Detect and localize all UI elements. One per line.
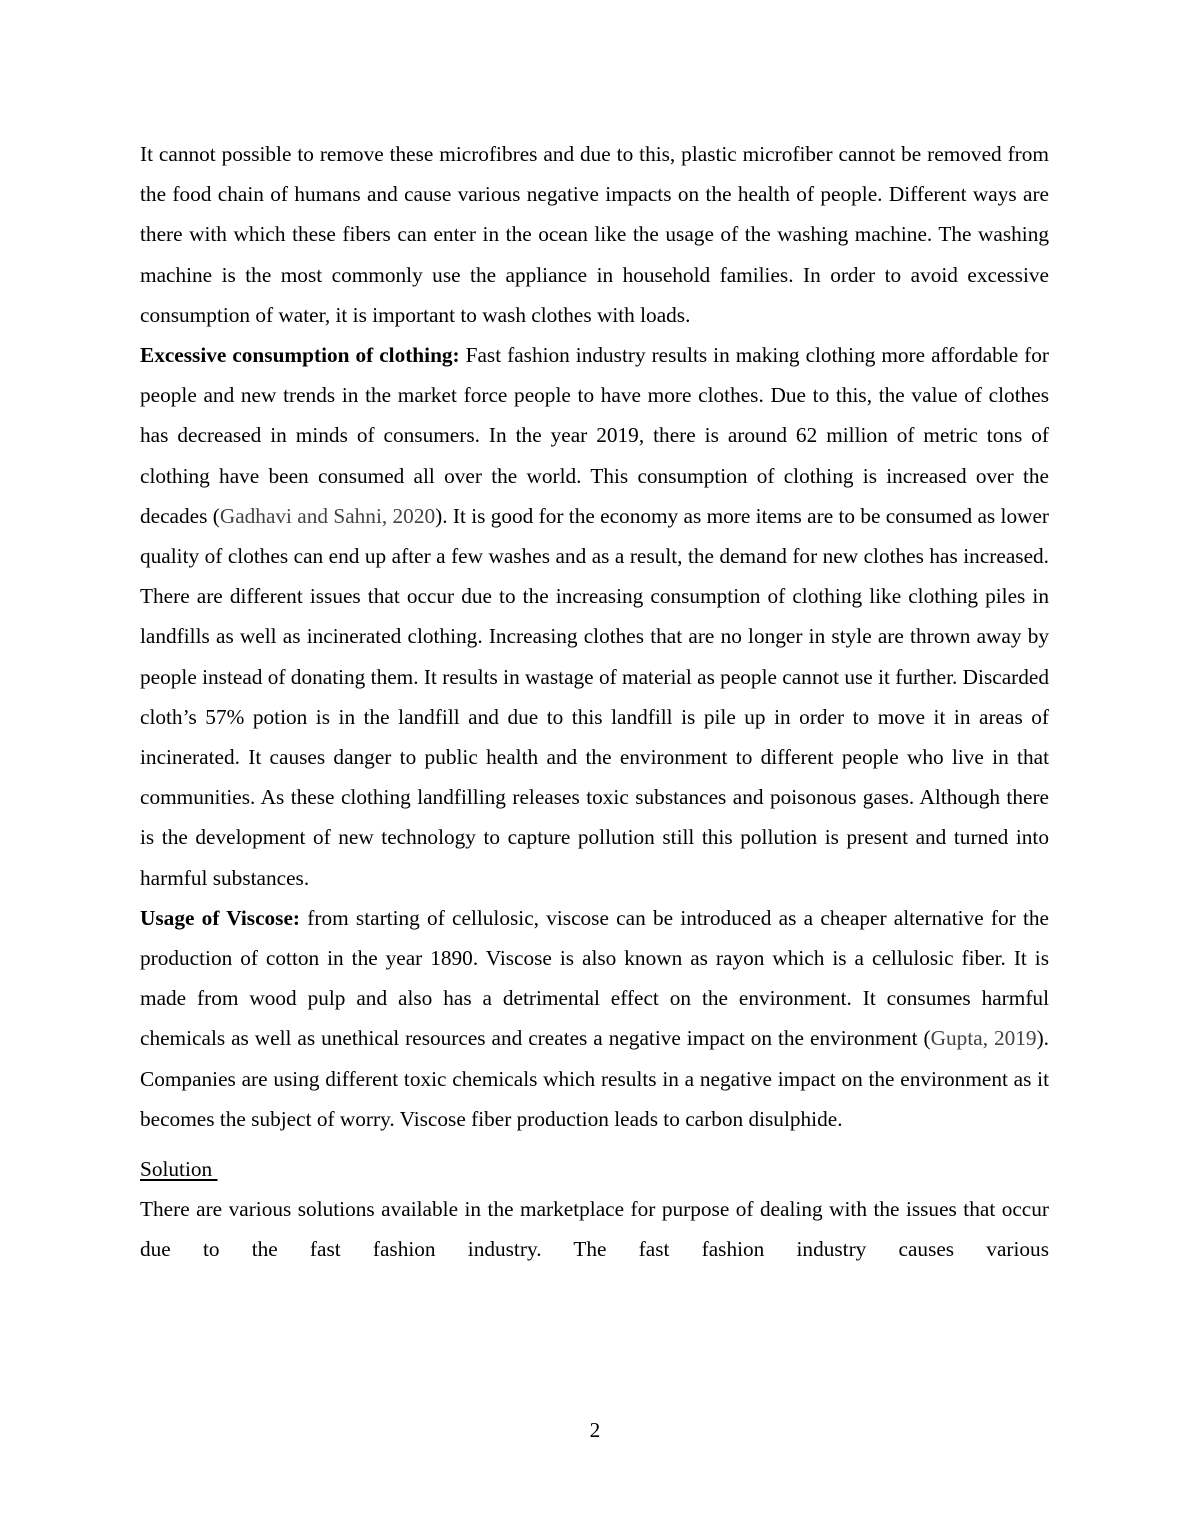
paragraph-lead-heading: Usage of Viscose: xyxy=(140,905,301,930)
paragraph-excessive-consumption xyxy=(140,335,1049,898)
paragraph-microfibres xyxy=(140,134,1049,335)
paragraph-text: It cannot possible to remove these microfibres and due to this, plastic microfiber cannot be removed from the food chain of humans and cause various negative impacts on the health of people. Different ways are there with which these fibers can enter in the ocean like the usage of the washing machine. The washing machine is the most commonly use the appliance in household families. In order to avoid excessive consumption of water, it is important to wash clothes with loads. xyxy=(140,142,1049,327)
paragraph-solution xyxy=(140,1189,1049,1269)
citation: Gupta, 2019 xyxy=(930,1026,1037,1051)
section-heading-solution: Solution xyxy=(140,1157,218,1182)
paragraph-text: ). It is good for the economy as more items are to be consumed as lower quality of clothes can end up after a few washes and as a result, the demand for new clothes has increased. There are different issues that occur due to the increasing consumption of clothing like clothing piles in landfills as well as incinerated clothing. Increasing clothes that are no longer in style are thrown away by people instead of donating them. It results in wastage of material as people cannot use it further. Discarded cloth’s 57% potion is in the landfill and due to this landfill is pile up in order to move it in areas of incinerated. It causes danger to public health and the environment to different people who live in that communities. As these clothing landfilling releases toxic substances and poisonous gases. Although there is the development of new technology to capture pollution still this pollution is present and turned into harmful substances. xyxy=(140,503,1050,890)
page-body xyxy=(140,134,1049,1270)
paragraph-viscose xyxy=(140,898,1049,1139)
page-number: 2 xyxy=(589,1418,601,1442)
paragraph-lead-heading: Excessive consumption of clothing: xyxy=(140,343,460,368)
paragraph-text: Fast fashion industry results in making clothing more affordable for people and new trends in the market force people to have more clothes. Due to this, the value of clothes has decreased in minds of consumers. In the year 2019, there is around 62 million of metric tons of clothing have been consumed all over the world. This consumption of clothing is increased over the decades ( xyxy=(140,343,1050,528)
paragraph-text: There are various solutions available in the marketplace for purpose of dealing with the issues that occur due to the fast fashion industry. The fast fashion industry causes various xyxy=(140,1197,1049,1262)
paragraph-text: ). Companies are using different toxic chemicals which results in a negative impact on the environment as it becomes the subject of worry. Viscose fiber production leads to carbon disulphide. xyxy=(140,1026,1050,1131)
citation: Gadhavi and Sahni, 2020 xyxy=(219,503,436,528)
paragraph-text: from starting of cellulosic, viscose can be introduced as a cheaper alternative for the production of cotton in the year 1890. Viscose is also known as rayon which is a cellulosic fiber. It is made from wood pulp and also has a detrimental effect on the environment. It consumes harmful chemicals as well as unethical resources and creates a negative impact on the environment ( xyxy=(140,905,1050,1051)
